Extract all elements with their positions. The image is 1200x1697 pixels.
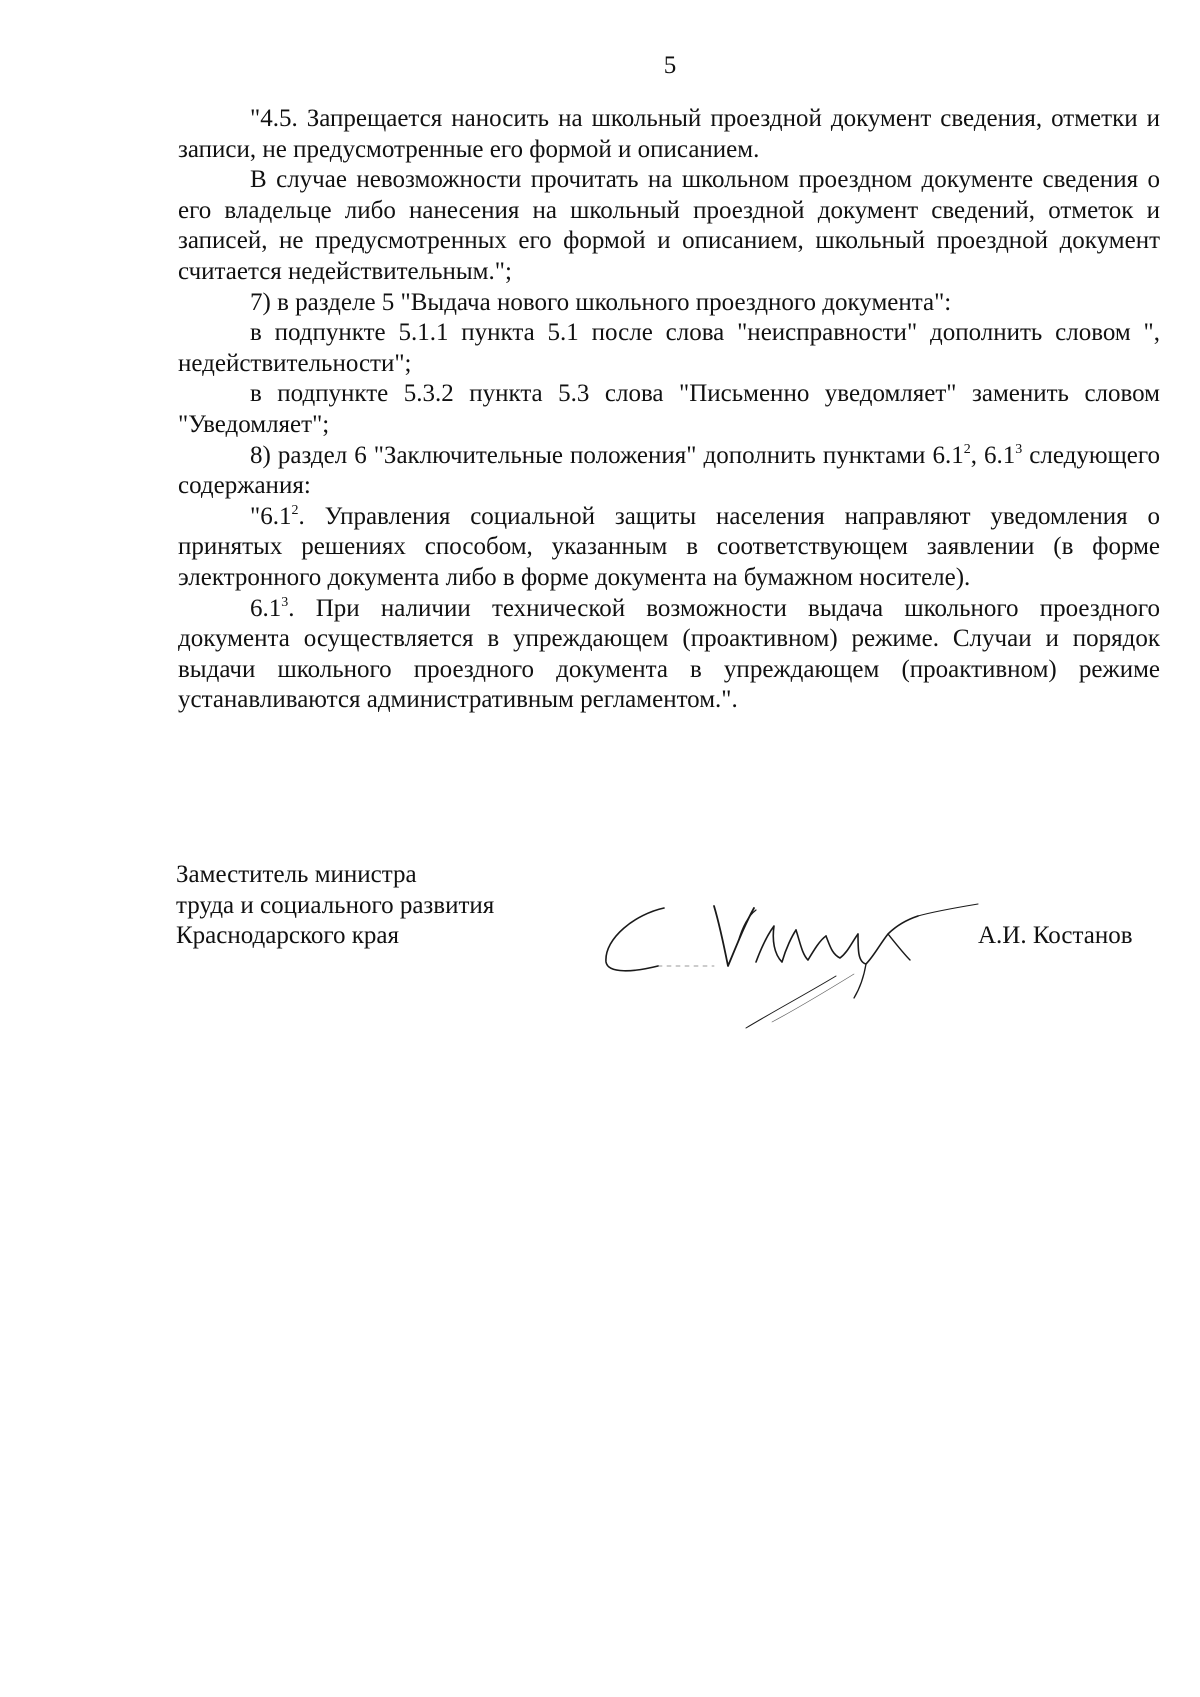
clause-6-1-3-text: . При наличии технической возможности выдача школьного проездного документа осуществляется в упреждающем (проактивном) режиме. Случаи и порядок выдачи школьного проездного документа в упреждающем (проактивном) режиме устанавливаются административным регламентом.". bbox=[178, 594, 1160, 714]
clause-6-1-3-sup: 3 bbox=[281, 594, 289, 610]
paragraph-subitem-5-1-1: в подпункте 5.1.1 пункта 5.1 после слова "неисправности" дополнить словом ", недействительности"; bbox=[178, 319, 1160, 377]
item-8-sup-1: 2 bbox=[963, 441, 971, 457]
signatory-title bbox=[176, 860, 494, 952]
document-body bbox=[178, 104, 1160, 716]
item-8-text-c: следующего содержания: bbox=[178, 441, 1161, 500]
handwritten-signature bbox=[596, 880, 1016, 1030]
signatory-title-line: труда и социального развития bbox=[176, 891, 495, 919]
clause-6-1-2-text: . Управления социальной защиты населения направляют уведомления о принятых решениях способом, указанным в соответствующем заявлении (в форме электронного документа либо в форме документа на бумажном носителе). bbox=[178, 502, 1160, 591]
clause-6-1-3-prefix: 6.1 bbox=[250, 594, 282, 622]
clause-6-1-2-prefix: "6.1 bbox=[250, 502, 292, 530]
paragraph-6-1-2 bbox=[178, 502, 1160, 594]
paragraph-item-7: 7) в разделе 5 "Выдача нового школьного проездного документа": bbox=[250, 288, 952, 316]
paragraph-item-8 bbox=[178, 441, 1160, 502]
paragraph-invalid-document: В случае невозможности прочитать на школьном проездном документе сведения о его владельце либо нанесения на школьный проездной документ сведений, отметок и записей, не предусмотренных его формой и описанием, школьный проездной документ считается недействительным."; bbox=[178, 166, 1160, 285]
paragraph-4-5: "4.5. Запрещается наносить на школьный проездной документ сведения, отметки и записи, не предусмотренные его формой и описанием. bbox=[178, 105, 1160, 163]
item-8-sup-2: 3 bbox=[1015, 441, 1023, 457]
paragraph-6-1-3 bbox=[178, 594, 1160, 716]
signatory-title-line: Краснодарского края bbox=[176, 922, 399, 950]
signer-name: А.И. Костанов bbox=[978, 922, 1133, 949]
signatory-title-line: Заместитель министра bbox=[176, 861, 417, 888]
item-8-text-b: , 6.1 bbox=[970, 441, 1016, 469]
paragraph-subitem-5-3-2: в подпункте 5.3.2 пункта 5.3 слова "Письменно уведомляет" заменить словом "Уведомляет"; bbox=[178, 380, 1160, 438]
clause-6-1-2-sup: 2 bbox=[291, 502, 299, 518]
page-number: 5 bbox=[663, 52, 677, 79]
item-8-text-a: 8) раздел 6 "Заключительные положения" дополнить пунктами 6.1 bbox=[250, 441, 964, 469]
